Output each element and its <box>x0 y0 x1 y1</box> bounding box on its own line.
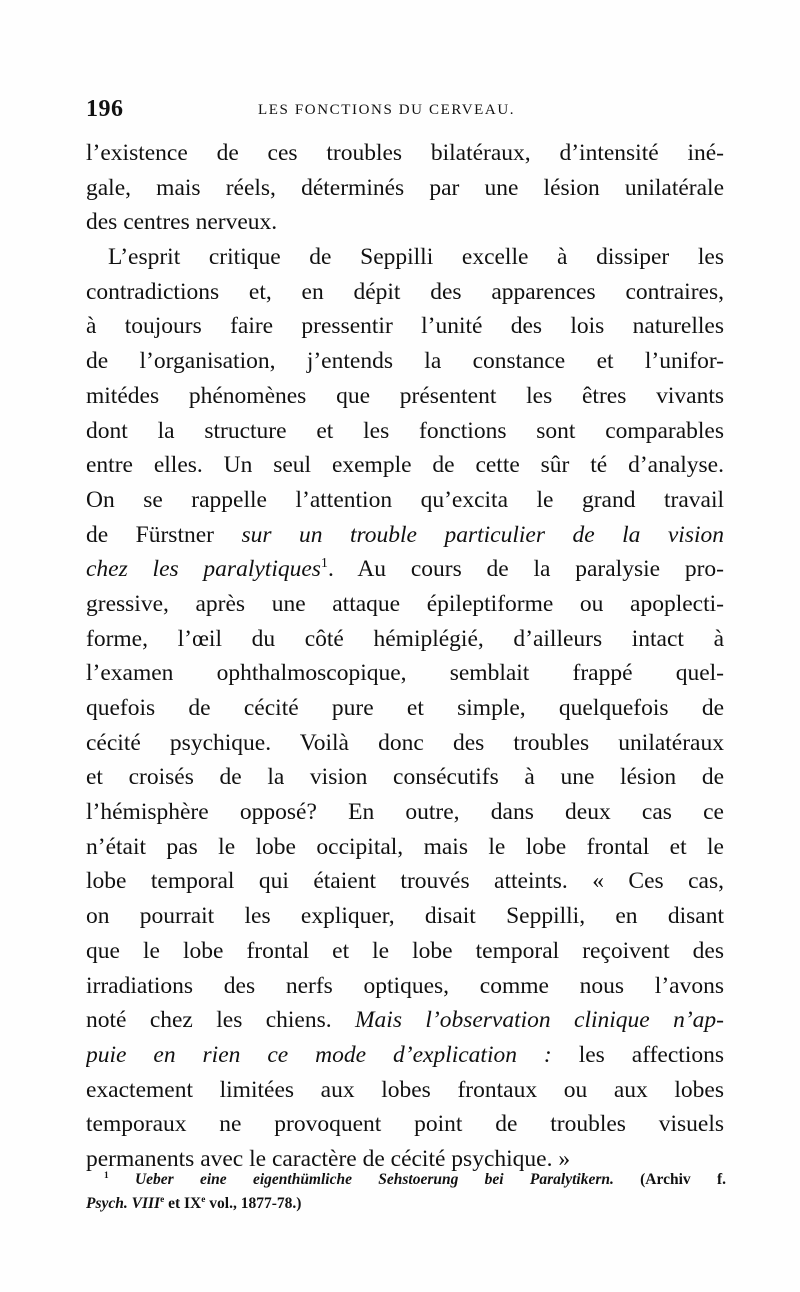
page-number: 196 <box>86 96 124 122</box>
text-line: quefois de cécité pure et simple, quelquefois de <box>86 695 724 721</box>
italic-title: sur un trouble particulier de la vision <box>241 521 724 548</box>
text-line: mitédes phénomènes que présentent les êtres vivants <box>86 382 724 409</box>
text-segment: . Au cours de la paralysie pro- <box>327 556 724 583</box>
text-line-with-title <box>86 518 724 553</box>
text-line: l’existence de ces troubles bilatéraux, d’intensité iné- <box>86 140 724 166</box>
text-line: de l’organisation, j’entends la constance et l’unifor- <box>86 348 724 375</box>
footnote <box>86 1168 726 1216</box>
footnote-journal: Psych. VIII <box>86 1195 161 1212</box>
footnote-superscript: e <box>201 1194 206 1205</box>
footnote-marker: 1 <box>104 1170 109 1181</box>
text-line: irradiations des nerfs optiques, comme nous l’avons <box>86 972 724 999</box>
text-line: que le lobe frontal et le lobe temporal reçoivent des <box>86 937 724 964</box>
text-line: forme, l’œil du côté hémiplégié, d’ailleurs intact à <box>86 625 724 652</box>
text-line: lobe temporal qui étaient trouvés atteints. « Ces cas, <box>86 868 724 895</box>
footnote-line <box>86 1168 726 1192</box>
text-line: On se rappelle l’attention qu’excita le grand travail <box>86 486 724 513</box>
text-line: on pourrait les expliquer, disait Seppilli, en disant <box>86 903 724 930</box>
italic-quote: Mais l’observation clinique n’ap- <box>354 1007 724 1034</box>
text-line: cécité psychique. Voilà donc des troubles unilatéraux <box>86 729 724 756</box>
running-title: LES FONCTIONS DU CERVEAU. <box>258 102 516 118</box>
italic-quote-end: puie en rien ce mode d’explication : <box>86 1041 552 1068</box>
text-line: gressive, après une attaque épileptiforme ou apoplecti- <box>86 590 724 617</box>
text-line: dont la structure et les fonctions sont comparables <box>86 417 724 444</box>
footnote-superscript: e <box>160 1194 165 1205</box>
body-text <box>86 136 724 1177</box>
italic-title-end: chez les paralytiques <box>86 556 321 583</box>
text-line: des centres nerveux. <box>86 209 278 236</box>
text-line: l’examen ophthalmoscopique, semblait frappé quel- <box>86 660 724 687</box>
text-segment: les affections <box>551 1041 724 1068</box>
text-line: temporaux ne provoquent point de troubles visuels <box>86 1111 724 1138</box>
footnote-reference: 1 <box>320 555 328 572</box>
text-line: contradictions et, en dépit des apparences contraires, <box>86 278 724 305</box>
text-line: et croisés de la vision consécutifs à une lésion de <box>86 764 724 791</box>
text-line: exactement limitées aux lobes frontaux ou aux lobes <box>86 1076 724 1103</box>
text-line: l’hémisphère opposé? En outre, dans deux cas ce <box>86 799 724 826</box>
text-line: gale, mais réels, déterminés par une lésion unilatérale <box>86 174 724 201</box>
text-line-with-quote <box>86 1003 724 1038</box>
footnote-source: (Archiv f. <box>613 1171 726 1188</box>
footnote-text: vol., 1877-78.) <box>205 1195 302 1212</box>
text-line-with-title <box>86 552 724 587</box>
footnote-line <box>86 1192 726 1216</box>
page-header <box>86 96 722 130</box>
footnote-title: Ueber eine eigenthümliche Sehstoerung bei Paralytikern. <box>134 1171 614 1188</box>
text-line: à toujours faire pressentir l’unité des lois naturelles <box>86 313 724 340</box>
text-segment: de Fürstner <box>86 521 242 548</box>
text-line: entre elles. Un seul exemple de cette sûr té d’analyse. <box>86 452 724 479</box>
paragraph-start-line: L’esprit critique de Seppilli excelle à dissiper les <box>108 244 724 271</box>
footnote-text: et IX <box>164 1195 202 1212</box>
text-line: n’était pas le lobe occipital, mais le lobe frontal et le <box>86 833 724 860</box>
text-line-with-quote <box>86 1038 724 1073</box>
text-segment: noté chez les chiens. <box>86 1007 355 1034</box>
text-line: permanents avec le caractère de cécité psychique. » <box>86 1145 571 1172</box>
